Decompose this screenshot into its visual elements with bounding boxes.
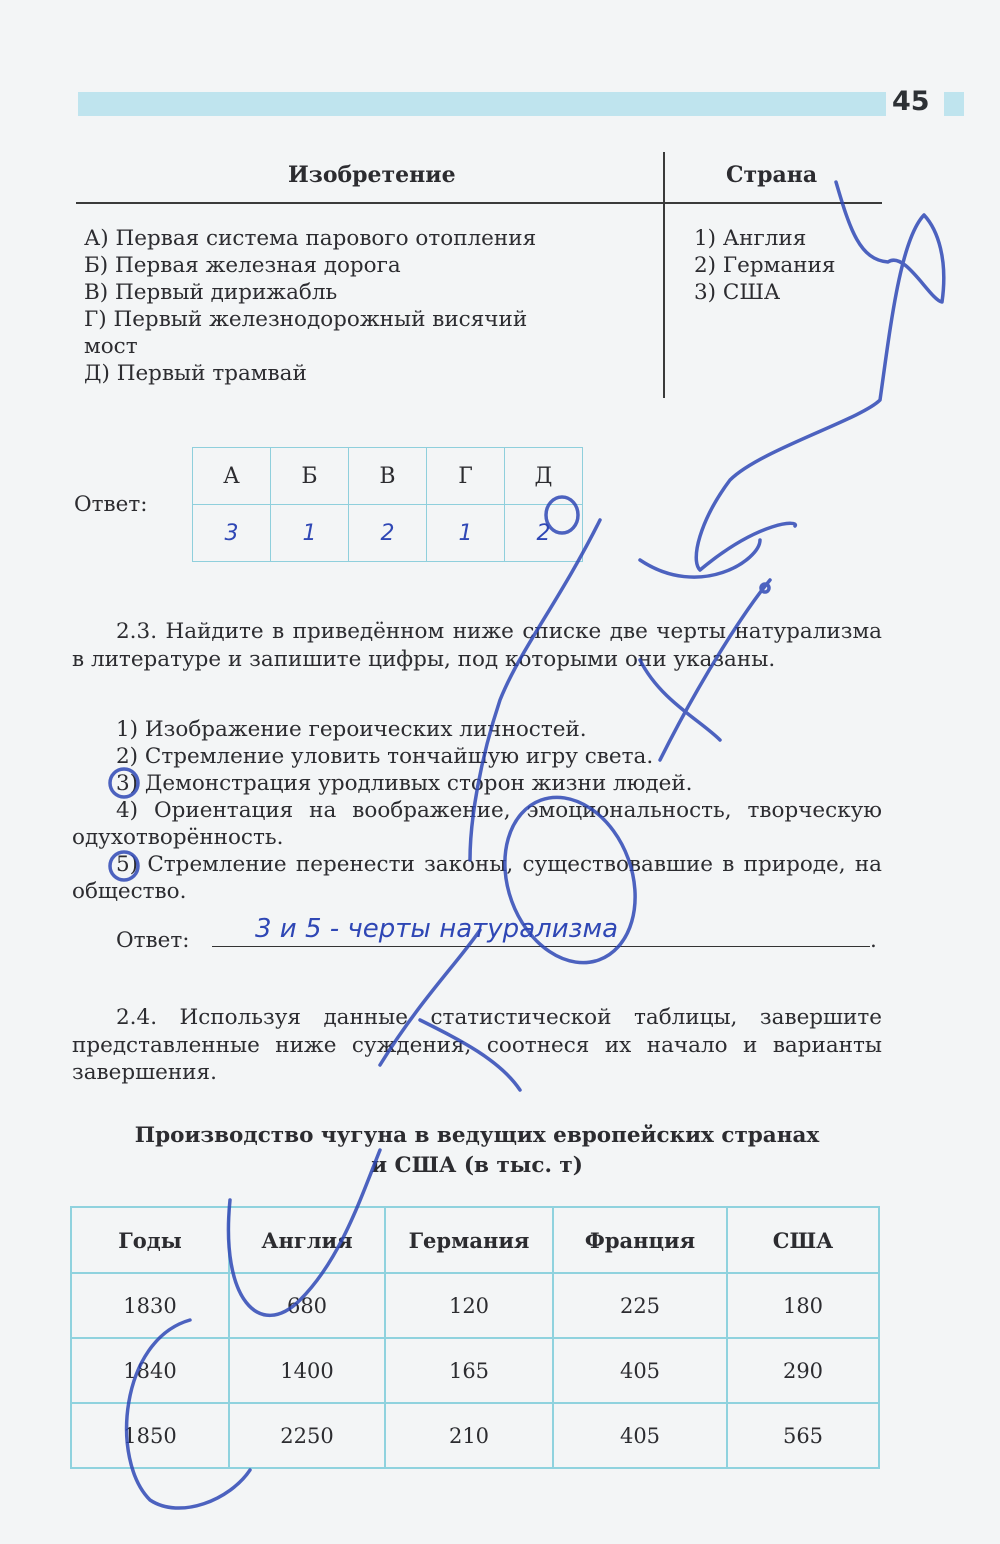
table-cell: 565	[727, 1403, 879, 1468]
country-item: 1) Англия	[694, 226, 807, 251]
answer-header-b: Б	[271, 448, 349, 505]
table-cell: 1830	[71, 1273, 229, 1338]
answer-cell-a[interactable]: 3	[193, 505, 271, 562]
invention-item: Г) Первый железнодорожный висячий	[84, 307, 528, 332]
table-cell: 225	[553, 1273, 727, 1338]
table-cell: 2250	[229, 1403, 385, 1468]
ink-stroke	[127, 1320, 250, 1508]
answer-cell-g[interactable]: 1	[427, 505, 505, 562]
header-cell: Англия	[229, 1207, 385, 1273]
table-title-line: и США (в тыс. т)	[371, 1153, 583, 1178]
option-item: 5) Стремление перенести законы, существовавшие в природе, на общество.	[72, 852, 882, 904]
table-cell: 165	[385, 1338, 553, 1403]
page-number: 45	[892, 86, 930, 117]
table-cell: 405	[553, 1403, 727, 1468]
column-header-country: Страна	[726, 162, 818, 188]
answer-cell-v[interactable]: 2	[349, 505, 427, 562]
column-header-invention: Изобретение	[288, 162, 456, 188]
header-cell: Франция	[553, 1207, 727, 1273]
ink-circle	[546, 497, 578, 533]
invention-item: Д) Первый трамвай	[84, 361, 307, 386]
answer-label: Ответ:	[116, 928, 190, 953]
answer-header-a: А	[193, 448, 271, 505]
header-cell: Годы	[71, 1207, 229, 1273]
table-cell: 405	[553, 1338, 727, 1403]
invention-item: Б) Первая железная дорога	[84, 253, 401, 278]
table-cell: 120	[385, 1273, 553, 1338]
country-item: 3) США	[694, 280, 781, 305]
option-item: 4) Ориентация на воображение, эмоциональность, творческую одухотворённость.	[72, 798, 882, 850]
ink-stroke	[696, 182, 944, 570]
handwritten-answer[interactable]: 3 и 5 - черты натурализма	[255, 914, 619, 944]
table-cell: 210	[385, 1403, 553, 1468]
header-cell: Германия	[385, 1207, 553, 1273]
answer-header-d: Д	[505, 448, 583, 505]
table-cell: 180	[727, 1273, 879, 1338]
header-cell: США	[727, 1207, 879, 1273]
invention-item: В) Первый дирижабль	[84, 280, 338, 305]
ink-stroke	[660, 580, 770, 760]
option-item: 1) Изображение героических личностей.	[116, 717, 587, 742]
country-item: 2) Германия	[694, 253, 836, 278]
answer-label: Ответ:	[74, 492, 148, 517]
ink-circle	[483, 779, 658, 981]
table-title-line: Производство чугуна в ведущих европейских странах	[134, 1123, 820, 1148]
table-cell: 680	[229, 1273, 385, 1338]
invention-item: мост	[84, 334, 138, 359]
ink-stroke	[228, 1150, 380, 1315]
answer-cell-b[interactable]: 1	[271, 505, 349, 562]
table-cell: 1840	[71, 1338, 229, 1403]
ink-circle	[110, 852, 138, 880]
answer-period: .	[870, 928, 877, 953]
answer-cell-d[interactable]: 2	[505, 505, 583, 562]
task-2-4-text: 2.4. Используя данные статистической таблицы, завершите представленные ниже суждения, соотнеся их начало и варианты завершения.	[72, 1005, 882, 1085]
ink-stroke	[380, 930, 520, 1090]
invention-item: А) Первая система парового отопления	[84, 226, 537, 251]
table-cell: 1850	[71, 1403, 229, 1468]
option-item: 3) Демонстрация уродливых сторон жизни людей.	[116, 771, 693, 796]
ink-circle	[110, 769, 138, 797]
table-cell: 290	[727, 1338, 879, 1403]
option-item: 2) Стремление уловить тончайшую игру света.	[116, 744, 654, 769]
ink-stroke	[470, 520, 600, 860]
answer-header-g: Г	[427, 448, 505, 505]
answer-header-v: В	[349, 448, 427, 505]
task-2-3-text: 2.3. Найдите в приведённом ниже списке две черты натурализма в литературе и запишите цифры, под которыми они указаны.	[72, 619, 882, 672]
table-cell: 1400	[229, 1338, 385, 1403]
